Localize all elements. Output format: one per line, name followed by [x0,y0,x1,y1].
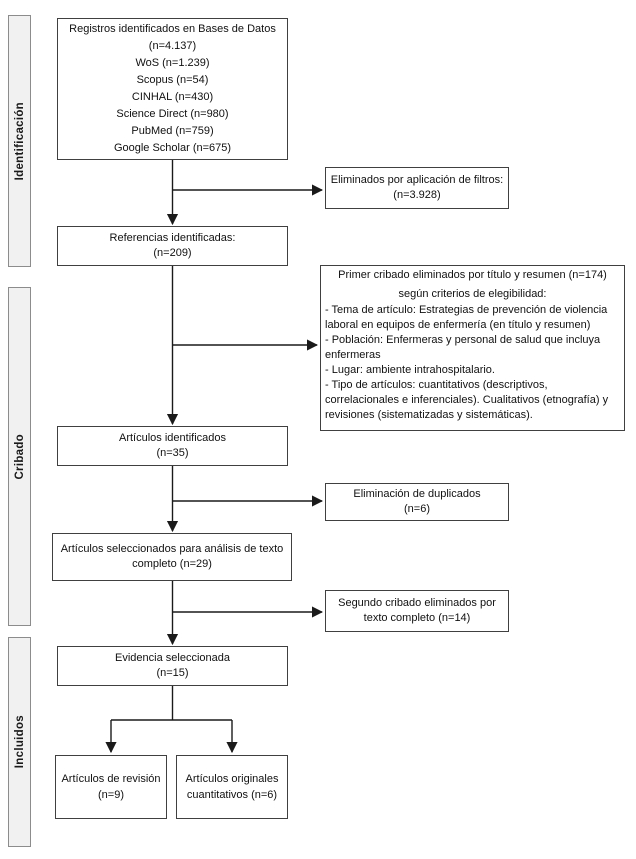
node-text-line: WoS (n=1.239) [135,57,210,69]
node-text-line: Science Direct (n=980) [116,108,229,120]
first-screening-subtitle: según criterios de elegibilidad: [398,288,547,300]
node-quantitative-articles [176,755,288,819]
node-text-line: (n=6) [404,503,430,515]
node-text-line: Segundo cribado eliminados por [338,597,496,609]
first-screening-title: Primer cribado eliminados por título y resumen (n=174) [338,269,607,281]
node-records-identified [57,18,288,160]
node-articles-identified [57,426,288,466]
stage-label-included: Incluidos [13,715,26,769]
node-text-line: Artículos originales [185,773,279,785]
stage-label-identification: Identificación [13,101,26,181]
node-filtered-out [325,167,509,209]
node-first-screening-criteria [320,265,625,431]
first-screening-criterion: - Lugar: ambiente intrahospitalario. [325,364,495,376]
node-duplicates-removed [325,483,509,521]
node-second-screening [325,590,509,632]
node-text-line: Google Scholar (n=675) [113,142,232,154]
node-text-line: Artículos identificados [119,432,226,444]
first-screening-criterion: - Tipo de artículos: cuantitativos (descriptivos, correlacionales e inferenciales). Cualitativos (etnografía) y revisiones (sistematizadas y sistemáticas). [325,379,609,421]
node-references-identified [57,226,288,266]
stage-bar-included [8,637,31,847]
node-text-line: Scopus (n=54) [136,74,209,86]
node-text-line: Eliminación de duplicados [353,488,481,500]
node-text-line: (n=3.928) [393,189,441,201]
node-text-line: CINHAL (n=430) [131,91,214,103]
stage-label-screening: Cribado [13,433,26,480]
node-text-line: Referencias identificadas: [109,232,236,244]
node-evidence-selected [57,646,288,686]
node-text-line: (n=35) [156,447,189,459]
node-text-line: completo (n=29) [132,558,212,570]
node-review-articles [55,755,167,819]
node-text-line: Artículos de revisión [61,773,161,785]
stage-bar-screening [8,287,31,626]
node-fulltext-selected [52,533,292,581]
first-screening-criterion: - Población: Enfermeras y personal de salud que incluya enfermeras [325,334,601,361]
stage-bar-identification [8,15,31,267]
node-text-line: Artículos seleccionados para análisis de texto [60,543,284,555]
first-screening-criterion: - Tema de artículo: Estrategias de prevención de violencia laboral en equipos de enfermería (en título y resumen) [325,304,608,331]
node-text-line: texto completo (n=14) [363,612,471,624]
node-text-line: (n=15) [156,667,189,679]
node-text-line: (n=9) [98,789,124,801]
node-text-line: Eliminados por aplicación de filtros: [330,174,504,186]
node-text-line: cuantitativos (n=6) [186,789,278,801]
node-text-line: (n=209) [153,247,192,259]
node-text-line: Evidencia seleccionada [115,652,230,664]
node-text-line: Registros identificados en Bases de Datos [69,23,276,35]
node-text-line: (n=4.137) [148,40,197,52]
node-text-line: PubMed (n=759) [131,125,214,137]
